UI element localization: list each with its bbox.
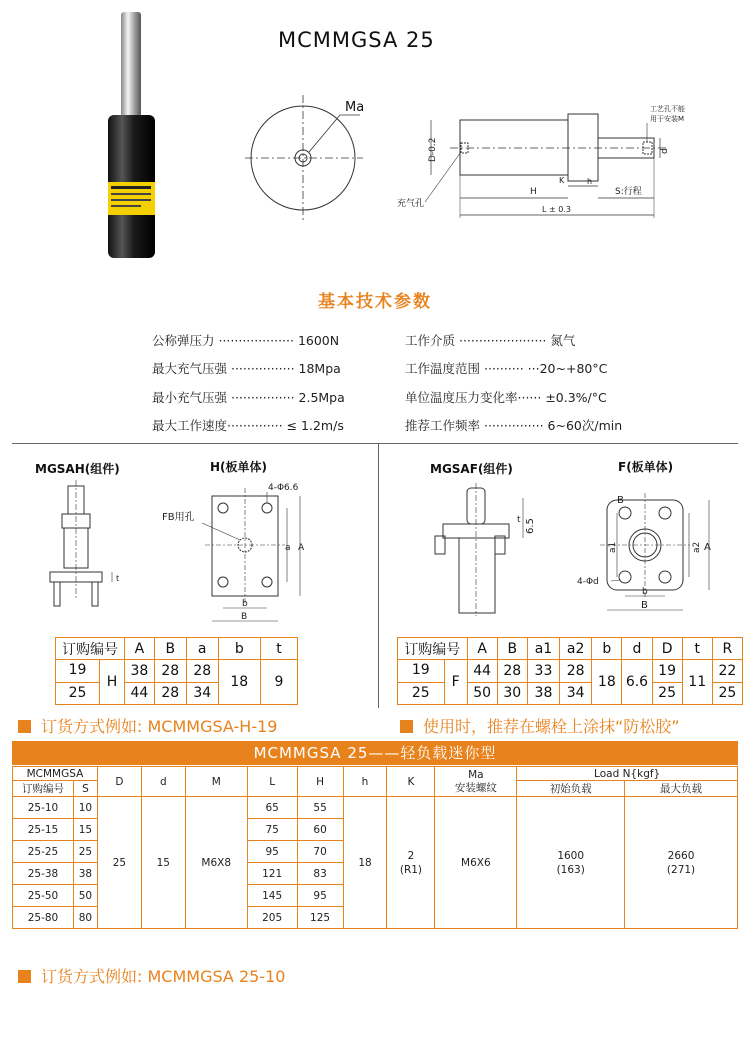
mgsaf-assembly-drawing <box>415 478 550 618</box>
vertical-divider <box>378 443 379 708</box>
th-order: 订购编号 <box>56 638 125 660</box>
f-plate-drawing <box>575 478 725 623</box>
f-plate-title: F(板单体) <box>618 460 674 474</box>
table-row: 25-50 50 145 95 <box>13 885 738 907</box>
mgsah-title: MGSAH(组件) <box>35 462 120 476</box>
f-B-top-label: B <box>617 495 624 506</box>
divider <box>12 443 738 444</box>
mgsah-table: 订购编号 A B a b t 19 25 H 38 44 28 28 28 34 18 9 <box>55 637 298 705</box>
spec-right-3: 单位温度压力变化率······ ±0.3%/°C <box>405 390 607 405</box>
d-minus-label: D-0.2 <box>428 137 438 162</box>
h-label: h <box>587 177 593 186</box>
th-A: A <box>124 638 154 660</box>
th-B: B <box>154 638 186 660</box>
h-plate-drawing <box>160 478 310 628</box>
f-B-bottom-label: B <box>641 600 648 611</box>
f-65-label: 6.5 <box>525 518 536 534</box>
gas-spring-photo <box>100 10 170 265</box>
f-A-label: A <box>704 542 711 553</box>
spec-right-4: 推荐工作频率 ··············· 6~60次/min <box>405 418 623 433</box>
mgsah-assembly-drawing <box>40 478 125 628</box>
basic-params-heading: 基本技术参数 <box>318 292 432 312</box>
h-A-label: A <box>298 543 305 553</box>
hole-note-2: 用于安装M <box>650 115 685 123</box>
H-label: H <box>530 187 537 197</box>
K-label: K <box>559 176 565 185</box>
table-row: 19 25 F <box>398 660 468 705</box>
table-row: 25-38 38 121 83 <box>13 863 738 885</box>
length-label: L ± 0.3 <box>542 205 571 214</box>
d-label: d <box>660 148 670 154</box>
fill-port-label: 充气孔 <box>397 199 425 209</box>
table-row: 25-10 10 25 15 M6X8 65 55 18 2 (R1) M6X6 1600 (163) 2660 (271) <box>13 797 738 819</box>
table-row: 25-15 15 75 60 <box>13 819 738 841</box>
spec-left-4: 最大工作速度·············· ≤ 1.2m/s <box>152 418 344 433</box>
top-view-drawing <box>245 90 380 230</box>
spec-left-1: 公称弹压力 ··················· 1600N <box>152 333 340 348</box>
spec-right-1: 工作介质 ······················ 氮气 <box>405 333 576 348</box>
main-table-banner: MCMMGSA 25——轻负载迷你型 <box>12 741 738 765</box>
h-b-label: b <box>242 599 248 609</box>
h-a-label: a <box>285 543 291 553</box>
f-a1-label: a1 <box>608 541 618 553</box>
mgsaf-table: 订购编号 A B a1 a2 b d D t R 19 25 F 44 50 28 30 33 38 28 34 18 6.6 19 25 11 22 25 <box>397 637 743 705</box>
order-example: 订货方式例如: MCMMGSA 25-10 <box>18 964 285 987</box>
f-t-label: t <box>517 515 521 525</box>
table-row: 19 25 H <box>56 660 125 705</box>
h-B-label: B <box>241 612 248 622</box>
th-b: b <box>218 638 260 660</box>
main-spec-table: MCMMGSA D d M L H h K Ma 安装螺纹 Load N{kgf} 订购编号 S 初始负载 最大负载 25-10 10 25 15 M6X8 65 55 18 2 (R1) M6X6 1600 (163) 2660 (271) 25-15 15 75 60 25-25 25 95 70 25-38 38 121 83 25-50 50 145 95 25-80 80 205 125 <box>12 766 738 929</box>
h-plate-title: H(板单体) <box>210 460 268 474</box>
th-a: a <box>186 638 218 660</box>
ma-label: Ma <box>345 100 365 115</box>
stroke-label: S:行程 <box>615 187 642 197</box>
mgsaf-title: MGSAF(组件) <box>430 462 513 476</box>
h-holes-label: 4-Φ6.6 <box>268 483 299 493</box>
mgsah-t-label: t <box>116 574 120 583</box>
order-example-h: 订货方式例如: MCMMGSA-H-19 <box>18 714 277 737</box>
f-holes-label: 4-Φd <box>577 577 599 587</box>
table-row: 25-25 25 95 70 <box>13 841 738 863</box>
spec-right-2: 工作温度范围 ·········· ···20~+80°C <box>405 361 608 376</box>
page-title: MCMMGSA 25 <box>278 28 435 52</box>
tip-text: 使用时，推荐在螺栓上涂抹“防松胶” <box>400 714 680 737</box>
hole-note-1: 工艺孔不能 <box>650 105 685 113</box>
spec-left-2: 最大充气压强 ················ 18Mpa <box>152 361 341 376</box>
f-a2-label: a2 <box>692 541 702 553</box>
th-t: t <box>260 638 297 660</box>
f-b-label: b <box>642 587 648 597</box>
spec-left-3: 最小充气压强 ················ 2.5Mpa <box>152 390 345 405</box>
side-view-drawing <box>395 100 705 225</box>
fb-hole-label: FB用孔 <box>162 512 195 523</box>
table-row: 25-80 80 205 125 <box>13 907 738 929</box>
